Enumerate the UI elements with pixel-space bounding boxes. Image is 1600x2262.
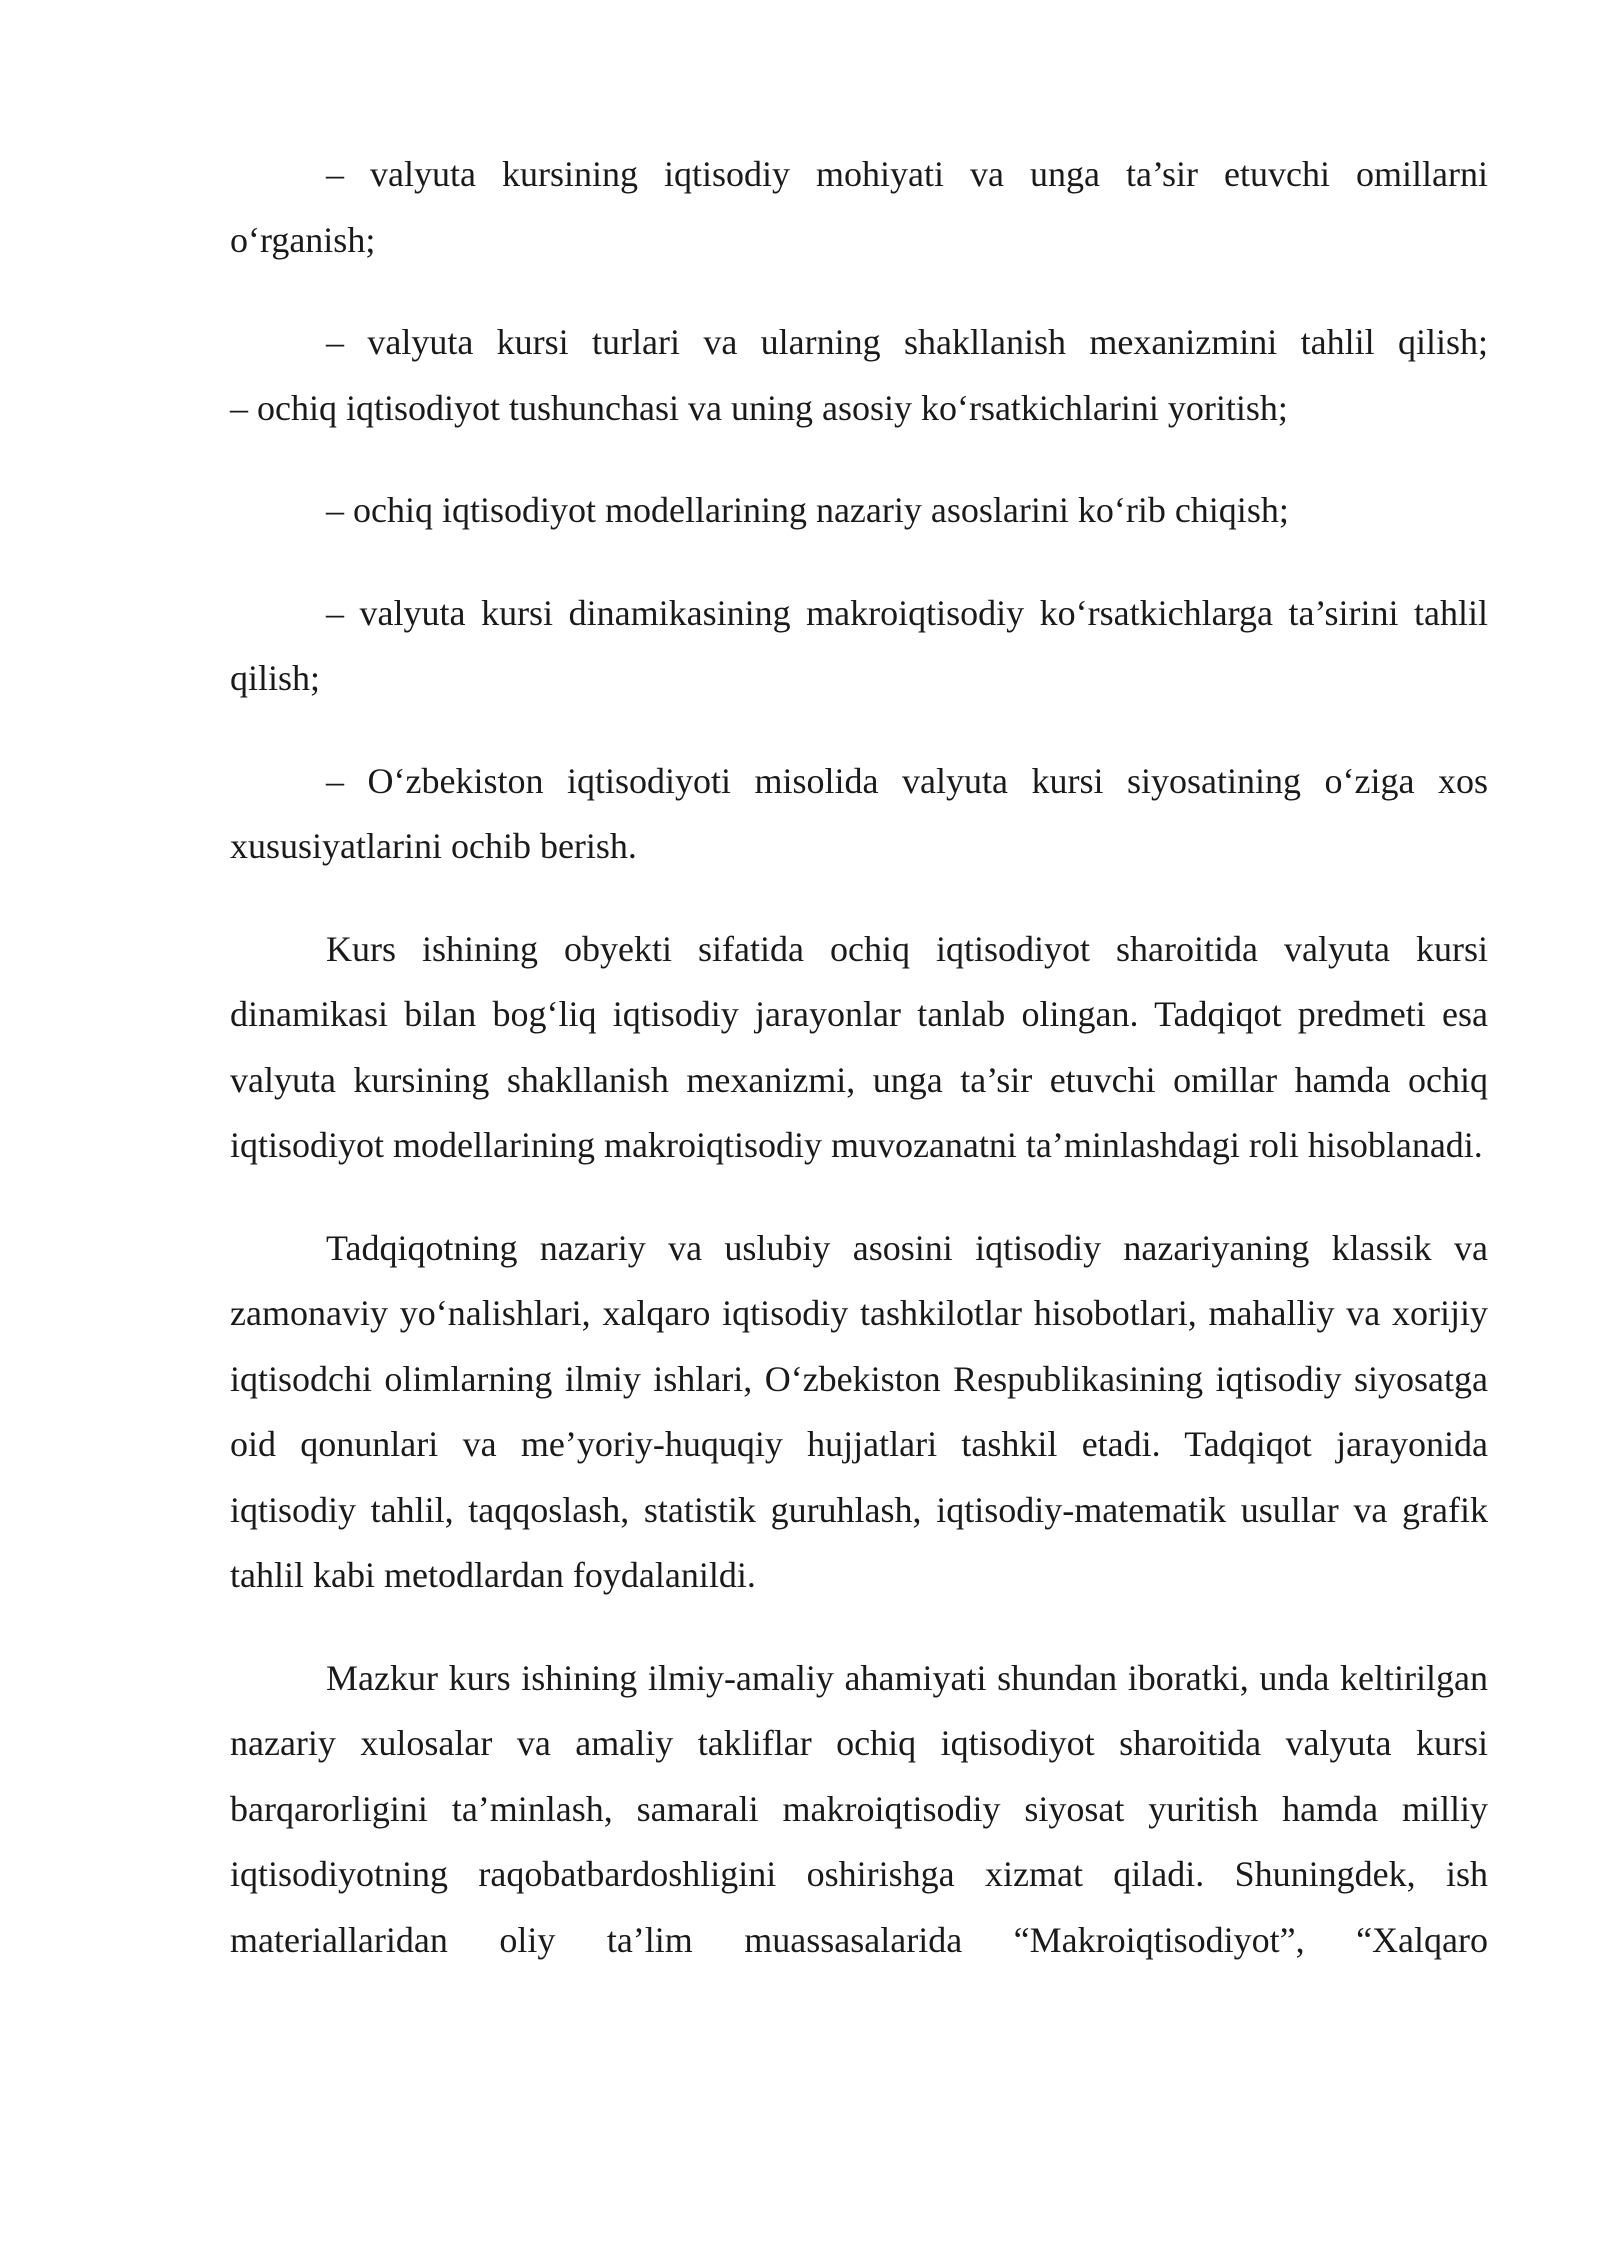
paragraph-text: – ochiq iqtisodiyot tushunchasi va uning asosiy ko‘rsatkichlarini yoritish; xyxy=(230,387,1288,428)
significance-paragraph xyxy=(230,1646,1488,1974)
page-body xyxy=(230,142,1488,2010)
bullet-paragraph-4 xyxy=(230,581,1488,712)
bullet-paragraph-2 xyxy=(230,310,1488,441)
bullet-paragraph-1 xyxy=(230,142,1488,273)
object-subject-paragraph xyxy=(230,917,1488,1179)
paragraph-text: – valyuta kursi turlari va ularning shakllanish mexanizmini tahlil qilish; xyxy=(326,322,1488,362)
paragraph-text: – valyuta kursining iqtisodiy mohiyati va unga ta’sir etuvchi omillarni o‘rganish; xyxy=(230,154,1488,260)
methodology-paragraph xyxy=(230,1216,1488,1609)
paragraph-text: – O‘zbekiston iqtisodiyoti misolida valyuta kursi siyosatining o‘ziga xos xususiyatlarini ochib berish. xyxy=(230,760,1488,866)
bullet-paragraph-5 xyxy=(230,749,1488,880)
paragraph-text: Kurs ishining obyekti sifatida ochiq iqtisodiyot sharoitida valyuta kursi dinamikasi bilan bog‘liq iqtisodiy jarayonlar tanlab olingan. Tadqiqot predmeti esa valyuta kursining shakllanish mexanizmi, unga ta’sir etuvchi omillar hamda ochiq iqtisodiyot modellarining makroiqtisodiy muvozanatni ta’minlashdagi roli hisoblanadi. xyxy=(230,928,1488,1165)
paragraph-text: Tadqiqotning nazariy va uslubiy asosini iqtisodiy nazariyaning klassik va zamonaviy yo‘nalishlari, xalqaro iqtisodiy tashkilotlar hisobotlari, mahalliy va xorijiy iqtisodchi olimlarning ilmiy ishlari, O‘zbekiston Respublikasining iqtisodiy siyosatga oid qonunlari va me’yoriy-huquqiy hujjatlari tashkil etadi. Tadqiqot jarayonida iqtisodiy tahlil, taqqoslash, statistik guruhlash, iqtisodiy-matematik usullar va grafik tahlil kabi metodlardan foydalanildi. xyxy=(230,1227,1488,1595)
paragraph-text: – valyuta kursi dinamikasining makroiqtisodiy ko‘rsatkichlarga ta’sirini tahlil qilish; xyxy=(230,592,1488,698)
paragraph-text: – ochiq iqtisodiyot modellarining nazariy asoslarini ko‘rib chiqish; xyxy=(326,490,1289,530)
paragraph-text: Mazkur kurs ishining ilmiy-amaliy ahamiyati shundan iboratki, unda keltirilgan nazariy xulosalar va amaliy takliflar ochiq iqtisodiyot sharoitida valyuta kursi barqarorligini ta’minlash, samarali makroiqtisodiy siyosat yuritish hamda milliy iqtisodiyotning raqobatbardoshligini oshirishga xizmat qiladi. Shuningdek, ish materiallaridan oliy ta’lim muassasalarida “Makroiqtisodiyot”, “Xalqaro xyxy=(230,1657,1488,1960)
bullet-paragraph-3 xyxy=(230,478,1488,544)
